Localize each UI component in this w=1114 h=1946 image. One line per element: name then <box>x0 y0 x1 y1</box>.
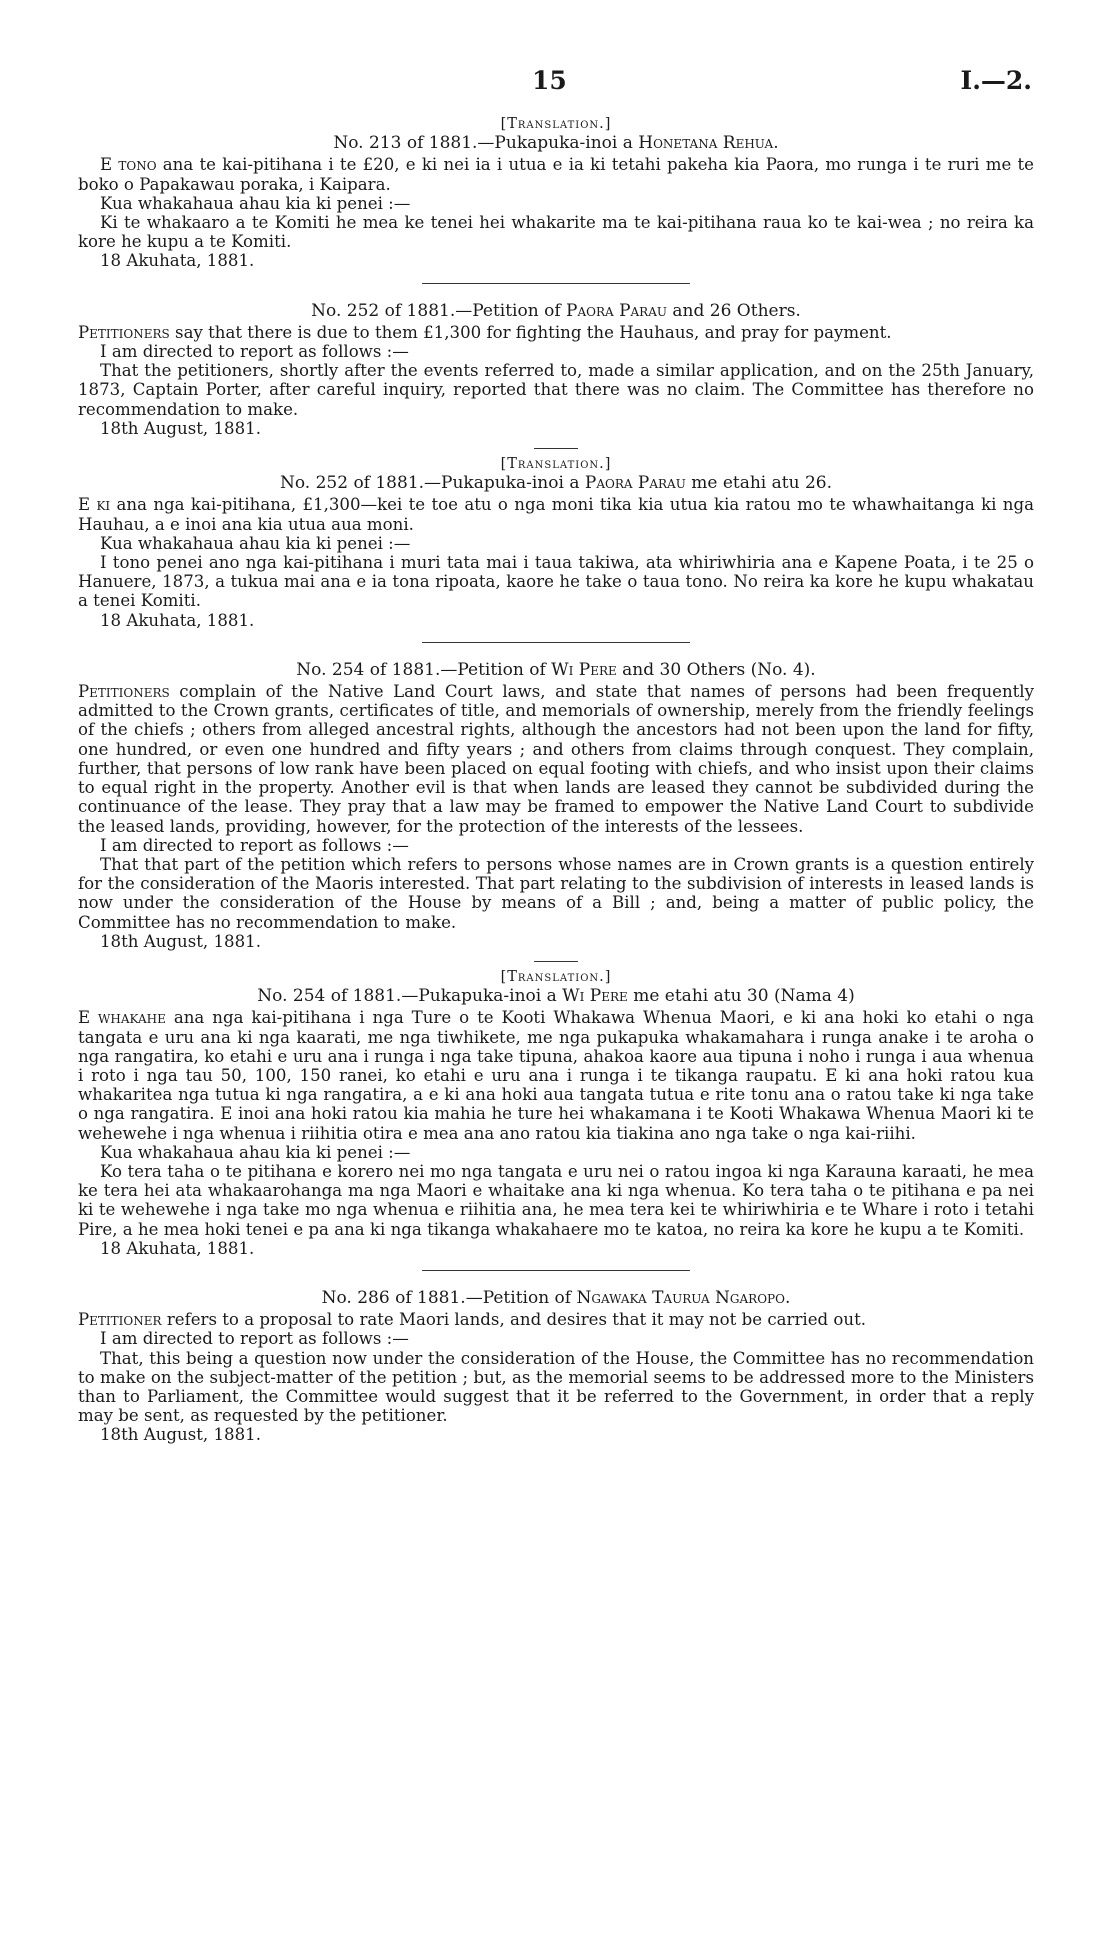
page-header <box>0 66 1114 96</box>
report-body: Ko tera taha o te pitihana e korero nei mo nga tangata e uru nei o ratou ingoa ki nga Karauna karaati, he mea ke tera hei ata whakaarohanga ma nga Maori e whaitake ana ki nga whenua. Ko tera taha o te pitihana e pa nei ki te wehewehe i nga take mo nga whenua e riihitia ana, he mea tera kei te whiriwhiria e te Whare i roto i tetahi Pire, a he mea hoki tenei e pa ana ki nga tikanga whakahaere mo te katoa, no reira ka kore he kupu a te Komiti. <box>78 1161 1034 1239</box>
section-252-translation <box>78 455 1034 630</box>
report-intro: I am directed to report as follows :— <box>100 342 409 362</box>
section-divider <box>422 283 690 284</box>
report-intro: Kua whakahaua ahau kia ki penei :— <box>100 533 411 553</box>
short-divider <box>534 448 578 449</box>
petition-summary: E ki ana nga kai-pitihana, £1,300—kei te toe atu o nga moni tika kia utua kia ratou mo te whawhaitanga ki nga Hauhau, a e inoi ana kia utua aua moni. <box>78 495 1034 534</box>
section-divider <box>422 1270 690 1271</box>
petition-summary: Petitioners complain of the Native Land Court laws, and state that names of persons had been frequently admitted to the Crown grants, certificates of title, and memorials of ownership, merely from the friendly feelings of the chiefs ; others from alleged ancestral rights, although the ancestors had not been upon the land for fifty, one hundred, or even one hundred and fifty years ; and others from claims through conquest. They complain, further, that persons of low rank have been placed on equal footing with chiefs, and who insist upon their claims to equal right in the property. Another evil is that when lands are leased they cannot be subdivided during the continuance of the lease. They pray that a law may be framed to empower the Native Land Court to subdivide the leased lands, providing, however, for the protection of the interests of the lessees. <box>78 682 1034 836</box>
translation-label: [Translation.] <box>500 456 612 473</box>
section-title: No. 286 of 1881.—Petition of Ngawaka Taurua Ngaropo. <box>321 1287 791 1308</box>
page-number: 15 <box>532 66 567 95</box>
petition-summary: E whakahe ana nga kai-pitihana i nga Ture o te Kooti Whakawa Whenua Maori, e ki ana hoki ko etahi o nga tangata e uru ana ki nga kaarati, me nga tiwhikete, me nga pukapuka whakamahara i runga anake i te aroha o nga rangatira, ko etahi e uru ana i runga i nga take tipuna, ahakoa kaore aua tipuna i noho i runga i aua whenua i roto i nga tau 50, 100, 150 ranei, ko etahi e uru ana i runga i te tikanga raupatu. E ki ana hoki ratou kua whakaritea nga tutua ki nga rangatira, a e ki ana hoki aua tangata tutua e rite tonu ana o ratou take ki nga take o nga rangatira. E inoi ana hoki ratou kia mahia he ture hei whakamana i te Kooti Whakawa Whenua Maori ki te wehewehe i nga whenua i riihitia otira e mea ana ano ratou kia tiakina ano nga take o nga kai-riihi. <box>78 1008 1034 1143</box>
section-title: No. 252 of 1881.—Pukapuka-inoi a Paora Parau me etahi atu 26. <box>279 473 833 494</box>
report-intro: I am directed to report as follows :— <box>100 1329 409 1349</box>
section-213-translation <box>78 115 1034 271</box>
petition-summary: E tono ana te kai-pitihana i te £20, e ki nei ia i utua e ia ki tetahi pakeha kia Paora, mo runga i te ruri me te boko o Papakawau poraka, i Kaipara. <box>78 155 1034 194</box>
section-title: No. 254 of 1881.—Pukapuka-inoi a Wi Pere me etahi atu 30 (Nama 4) <box>257 986 855 1007</box>
section-divider <box>422 642 690 643</box>
section-254-translation <box>78 968 1034 1258</box>
petition-summary: Petitioner refers to a proposal to rate Maori lands, and desires that it may not be carried out. <box>78 1310 867 1330</box>
section-date: 18 Akuhata, 1881. <box>100 610 255 630</box>
report-body: That, this being a question now under the consideration of the House, the Committee has no recommendation to make on the subject-matter of the petition ; but, as the memorial seems to be addressed more to the Ministers than to Parliament, the Committee would suggest that it be referred to the Government, in order that a reply may be sent, as requested by the petitioner. <box>78 1348 1034 1426</box>
report-body: I tono penei ano nga kai-pitihana i muri tata mai i taua takiwa, ata whiriwhiria ana e Kapene Poata, i te 25 o Hanuere, 1873, a tukua mai ana e ia tona ripoata, kaore he take o taua tono. No reira ka kore he kupu whakatau a tenei Komiti. <box>78 553 1034 611</box>
report-intro: Kua whakahaua ahau kia ki penei :— <box>100 193 411 213</box>
section-date: 18th August, 1881. <box>100 418 261 438</box>
report-body: That the petitioners, shortly after the events referred to, made a similar application, and on the 25th January, 1873, Captain Porter, after careful inquiry, reported that there was no claim. The Committee has therefore no recommendation to make. <box>78 361 1034 419</box>
document-reference: I.—2. <box>960 66 1032 95</box>
section-title: No. 213 of 1881.—Pukapuka-inoi a Honetana Rehua. <box>333 133 779 154</box>
section-date: 18th August, 1881. <box>100 1425 261 1445</box>
petition-summary: Petitioners say that there is due to them £1,300 for fighting the Hauhaus, and pray for payment. <box>78 322 892 342</box>
section-286-petition <box>78 1289 1034 1445</box>
section-date: 18th August, 1881. <box>100 931 261 951</box>
report-body: Ki te whakaaro a te Komiti he mea ke tenei hei whakarite ma te kai-pitihana raua ko te kai-wea ; no reira ka kore he kupu a te Komiti. <box>78 213 1034 252</box>
section-date: 18 Akuhata, 1881. <box>100 251 255 271</box>
translation-label: [Translation.] <box>500 116 612 132</box>
section-title: No. 254 of 1881.—Petition of Wi Pere and 30 Others (No. 4). <box>296 659 816 680</box>
report-intro: I am directed to report as follows :— <box>100 835 409 855</box>
page-body <box>78 115 1034 1445</box>
translation-label: [Translation.] <box>500 968 612 985</box>
report-intro: Kua whakahaua ahau kia ki penei :— <box>100 1142 411 1162</box>
short-divider <box>534 961 578 962</box>
section-title: No. 252 of 1881.—Petition of Paora Parau and 26 Others. <box>311 300 801 321</box>
report-body: That that part of the petition which refers to persons whose names are in Crown grants is a question entirely for the consideration of the Maoris interested. That part relating to the subdivision of interests in leased lands is now under the consideration of the House by means of a Bill ; and, being a matter of public policy, the Committee has no recommendation to make. <box>78 854 1034 932</box>
section-254-petition <box>78 661 1034 951</box>
section-252-petition <box>78 302 1034 438</box>
section-date: 18 Akuhata, 1881. <box>100 1238 255 1258</box>
